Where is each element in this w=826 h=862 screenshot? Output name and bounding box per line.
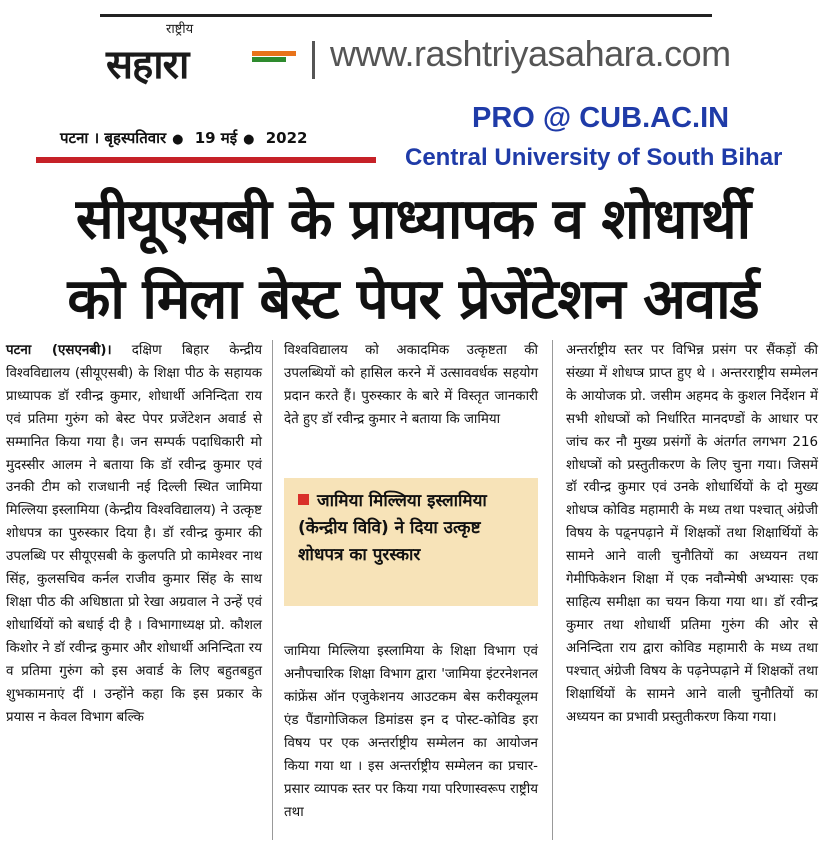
website-url: www.rashtriyasahara.com: [330, 33, 731, 74]
highlight-box: [284, 478, 538, 606]
bullet-icon: ●: [172, 132, 184, 147]
article-column-2: [284, 340, 538, 432]
column-divider: [552, 340, 553, 840]
article-column-2-bottom: [284, 628, 538, 838]
article-col3-text: अन्तर्राष्ट्रीय स्तर पर विभिन्न प्रसंग पर सैंकड़ों की संख्या में शोधप्त्र प्राप्त हुए थे । अन्तरराष्ट्रीय सम्मेलन के आयोजक प्रो. जसीम अहमद के कुशल निर्देशन में सभी शोधप्त्रों को निर्धारित मानदण्डों के आधार पर जांच कर नौ मुख्य प्रसंगों के अंतर्गत लगभग 216 शोधप्त्रों को प्रस्तुतीकरण के लिए चुना गया। जिसमें डॉ रवीन्द्र कुमार एवं उनके शोधार्थियों के दो मुख्य शोधप्त्र कोविड महामारी के मध्य तथा पश्चात् अंग्रेजी विषय के पढ़्नपढ़ाने में शिक्षकों तथा शिक्षार्थियों के सामने आने वाली चुनौतियों का अध्ययन तथा गेमीफिकेशन शिक्षा में एक नवौन्मेषी अभ्यासः एक साहित्य समीक्षा का चयन किया गया था। डॉ रवीन्द्र कुमार तथा शोधार्थी प्रतिमा गुरुंग की ओर से अनिन्दिता राय द्वारा कोविड महामारी के मध्य तथा पश्चात् अंग्रेजी विषय के पढ़नेप्पढ़ाने में शिक्षकों तथा शिक्षार्थियों के सामने आने वाली चुनौतियों का अध्ययन का प्रभावी प्रस्तुतीकरण किया गया।: [566, 343, 818, 725]
headline: [10, 180, 816, 340]
article-dateline-tag: पटना (एसएनबी)।: [6, 343, 112, 358]
article-col2-bottom-text: जामिया मिल्लिया इस्लामिया के शिक्षा विभाग एवं अनौपचारिक शिक्षा विभाग द्वारा 'जामिया इंटरनेशनल कांफ्रेंस ऑन एजुकेशनय आउटकम बेस करीक्यूलम एंड पैंडागोजिकल डिमांडस इन द पोस्ट-कोविड इरा विषय पर एक अन्तर्राष्ट्रीय सम्मेलन का आयोजन किया गया था । इस अन्तर्राष्ट्रीय सम्मेलन का प्रचार-प्रसार व्यापक स्तर पर किया गया परिणास्वरूप राष्ट्रीय तथा: [284, 644, 538, 820]
article-column-3: [566, 340, 818, 729]
university-credit: Central University of South Bihar: [405, 144, 783, 171]
headline-line-2: को मिला बेस्ट पेपर प्रेजेंटेशन अवार्ड: [67, 267, 759, 332]
column-divider: [272, 340, 273, 840]
headline-line-1: सीयूएसबी के प्राध्यापक व शोधार्थी: [75, 187, 751, 252]
article-col1-text: दक्षिण बिहार केन्द्रीय विश्वविद्यालय (सीयूएसबी) के शिक्षा पीठ के सहायक प्राध्यापक डॉ रवीन्द्र कुमार, शोधार्थी अनिन्दिता राय एवं प्रतिमा गुरुंग को बेस्ट पेपर प्रजेंटेशन अवार्ड से सम्मानित किया गया है। जन सम्पर्क पदाधिकारी मो मुदस्सीर आलम ने बताया कि डॉ रवीन्द्र कुमार एवं उनकी टीम को राजधानी नई दिल्ली स्थित जामिया मिल्लिया इस्लामिया (केन्द्रीय विश्वविद्यालय) ने उत्कृष्ट शोधपत्र का पुरुस्कार दिया है। डॉ रवीन्द्र कुमार की उपलब्धि पर सीयूएसबी के कुलपति प्रो कामेश्वर नाथ सिंह, कुलसचिव कर्नल राजीव कुमार सिंह के साथ शिक्षा पीठ की अधिष्ठाता प्रो रेखा अग्रवाल ने उन्हें एवं शोधार्थियों को बधाई दी है । विभागाध्यक्ष प्रो. कौशल किशोर ने डॉ रवीन्द्र कुमार और शोधार्थी अनिन्दिता रय व प्रतिमा गुरुंग को इस अवार्ड के लिए बहुतबहुत शुभकामनाएं दीं । उन्होंने कहा कि इस प्रकार के प्रयास न केवल विभाग बल्कि: [6, 343, 262, 725]
article-col2-top-text: विश्वविद्यालय को अकादमिक उत्कृष्टता की उपलब्धियों को हासिल करने में उत्साववर्धक सहयोग प्रदान करते हैं। पुरुस्कार के बारे में विस्तृत जानकारी देते हुए डॉ रवीन्द्र कुमार ने बताया कि जामिया: [284, 343, 538, 427]
logo-flag-icon: [252, 51, 296, 67]
bullet-icon: ●: [243, 132, 255, 147]
highlight-text: जामिया मिल्लिया इस्लामिया (केन्द्रीय विवि) ने दिया उत्कृष्ट शोधपत्र का पुरस्कार: [298, 491, 487, 565]
dateline-rule: [36, 157, 376, 163]
dateline-place-day: पटना । बृहस्पतिवार: [60, 129, 167, 147]
dateline-year: 2022: [265, 129, 308, 147]
red-square-icon: [298, 494, 309, 505]
article-column-1: [6, 340, 262, 729]
masthead-divider: [312, 41, 315, 79]
logo-small-text: राष्ट्रीय: [166, 22, 194, 37]
dateline-date: 19 मई: [194, 129, 238, 147]
newspaper-logo: सहारा: [106, 41, 189, 88]
masthead: [100, 14, 731, 88]
pro-credit: PRO @ CUB.AC.IN: [472, 102, 730, 134]
dateline: [60, 128, 307, 148]
